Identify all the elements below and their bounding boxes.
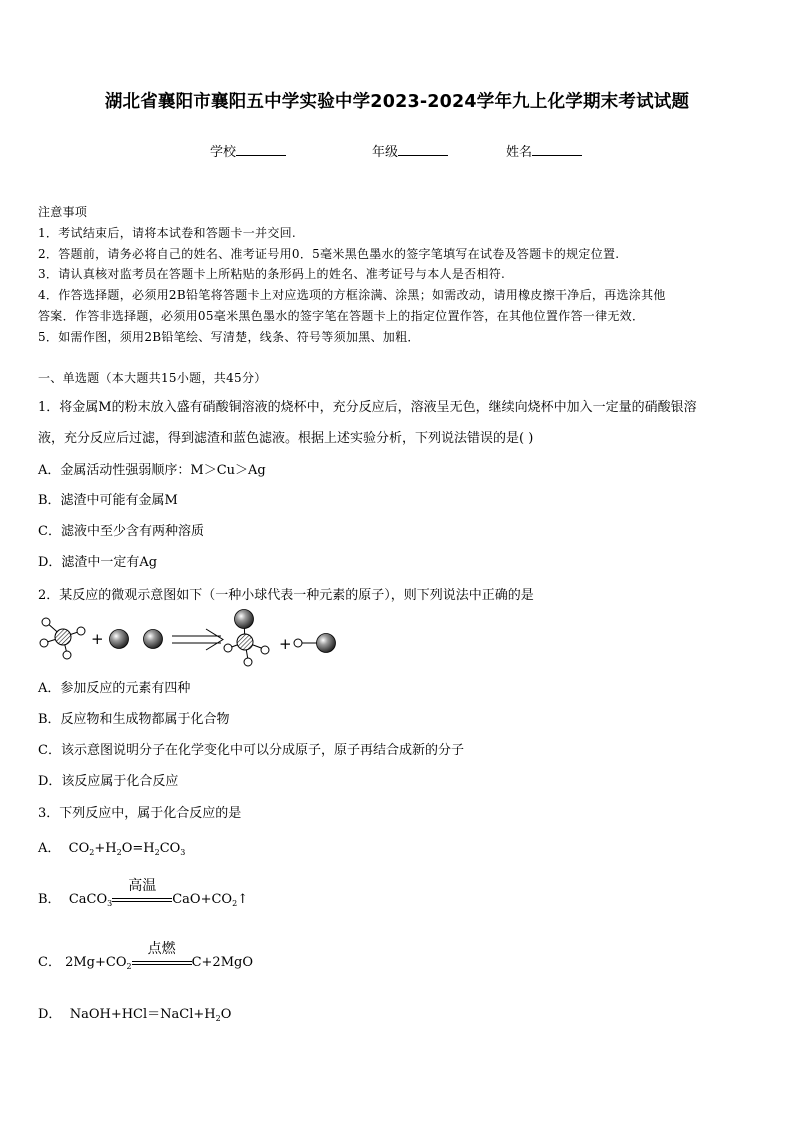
q2-option-d: D．该反应属于化合反应 [38,774,179,789]
notice-heading: 注意事项 [38,205,88,219]
grade-blank[interactable] [398,143,448,156]
name-label: 姓名 [506,145,533,160]
name-field [506,141,582,160]
product-molecule-2 [294,634,336,653]
q3-option-a-label: A． [38,841,61,856]
section-heading: 一、单选题（本大题共15小题，共45分） [38,371,267,385]
name-blank[interactable] [532,143,582,156]
q3-option-b-label: B． [38,892,61,907]
plus-sign-2: + [279,635,292,653]
notice-item: 答案．作答非选择题，必须用05毫米黑色墨水的签字笔在答题卡上的指定位置作答，在其他位置作答一律无效． [38,309,645,323]
plus-sign-1: + [91,630,104,648]
notice-item: 1．考试结束后，请将本试卷和答题卡一并交回. [38,226,297,240]
notice-item: 4．作答选择题，必须用2B铅笔将答题卡上对应选项的方框涂满、涂黑；如需改动，请用橡皮擦干净后，再选涂其他 [38,288,666,302]
q3-option-d-equation: $NaOH+HCl=NaCl+H_2O$ [65,1007,232,1023]
reaction-arrow [172,629,223,650]
school-blank[interactable] [236,143,286,156]
notice-item: 2．答题前，请务必将自己的姓名、准考证号用0．5毫米黑色墨水的签字笔填写在试卷及答题卡的规定位置. [38,247,620,261]
q3-option-a [38,837,185,857]
q2-option-a: A．参加反应的元素有四种 [38,681,191,696]
q3-option-c-condition: 点燃 [147,941,176,957]
grade-label: 年级 [372,145,399,160]
q1-option-a: A．金属活动性强弱顺序：M＞Cu＞Ag [38,463,266,478]
q2-stem: 2．某反应的微观示意图如下（一种小球代表一种元素的原子），则下列说法中正确的是 [38,588,534,603]
q3-stem: 3．下列反应中，属于化合反应的是 [38,806,242,821]
q3-option-d [38,1003,231,1023]
q1-stem-line2: 液，充分反应后过滤，得到滤渣和蓝色滤液。根据上述实验分析，下列说法错误的是( ) [38,431,534,446]
q2-option-c: C．该示意图说明分子在化学变化中可以分成原子，原子再结合成新的分子 [38,743,464,758]
q3-option-c [38,941,253,971]
page-title: 湖北省襄阳市襄阳五中学实验中学2023-2024学年九上化学期末考试试题 [104,92,690,112]
q3-option-b [38,878,249,908]
notice-item: 5．如需作图，须用2B铅笔绘、写清楚，线条、符号等须加黑、加粗． [38,330,420,344]
q1-option-d: D．滤渣中一定有Ag [38,555,158,570]
q1-stem-line1: 1．将金属M的粉末放入盛有硝酸铜溶液的烧杯中，充分反应后，溶液呈无色，继续向烧杯中加入一定量的硝酸银溶 [38,400,697,415]
school-field [210,141,286,160]
q1-option-b: B．滤渣中可能有金属M [38,493,178,508]
q3-option-b-condition: 高温 [128,878,157,894]
notice-item: 3．请认真核对监考员在答题卡上所粘贴的条形码上的姓名、准考证号与本人是否相符. [38,267,506,281]
reaction-diagram [36,606,346,672]
q3-option-d-label: D． [38,1007,62,1022]
q1-option-c: C．滤液中至少含有两种溶质 [38,524,204,539]
q2-option-b: B．反应物和生成物都属于化合物 [38,712,230,727]
school-label: 学校 [210,145,237,160]
q3-option-c-equation: $2Mg+CO_2$ 点燃 C+2MgO [65,955,253,970]
q3-option-c-label: C． [38,955,61,970]
product-molecule-1 [224,610,269,667]
q3-option-a-equation: $CO_2+H_2O=H_2CO_3$ [64,841,186,857]
q3-option-b-equation: CaCO$_3$ 高温 $CaO+CO_2↑$ [65,892,248,907]
reactant-molecule-1 [40,618,85,659]
grade-field [372,141,448,160]
reactant-molecule-2 [110,630,163,649]
